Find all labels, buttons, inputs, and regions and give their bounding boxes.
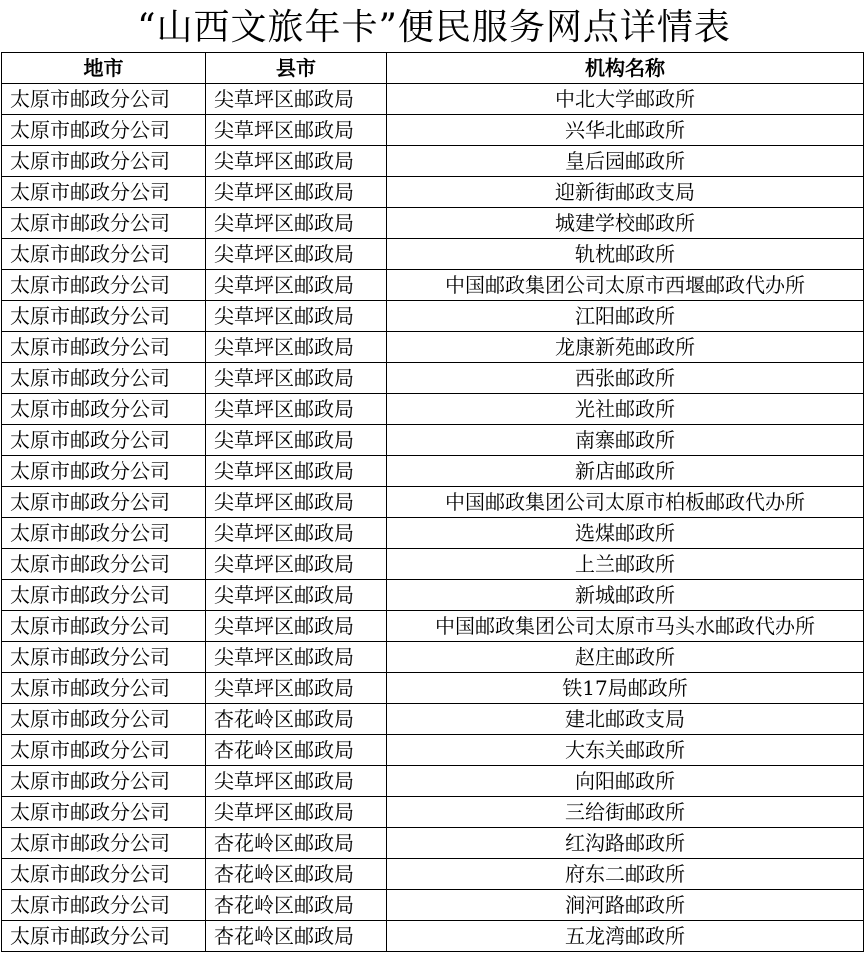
table-row [2, 859, 864, 890]
county-cell: 尖草坪区邮政局 [206, 394, 387, 425]
organization-cell: 上兰邮政所 [387, 549, 864, 580]
table-row [2, 704, 864, 735]
county-cell: 尖草坪区邮政局 [206, 301, 387, 332]
county-cell: 杏花岭区邮政局 [206, 828, 387, 859]
city-cell: 太原市邮政分公司 [2, 549, 206, 580]
city-cell: 太原市邮政分公司 [2, 456, 206, 487]
organization-cell: 中国邮政集团公司太原市柏板邮政代办所 [387, 487, 864, 518]
table-row [2, 549, 864, 580]
county-cell: 杏花岭区邮政局 [206, 735, 387, 766]
organization-cell: 建北邮政支局 [387, 704, 864, 735]
city-cell: 太原市邮政分公司 [2, 301, 206, 332]
city-cell: 太原市邮政分公司 [2, 580, 206, 611]
table-row [2, 301, 864, 332]
table-header-row [2, 53, 864, 84]
table-row [2, 425, 864, 456]
organization-cell: 轨枕邮政所 [387, 239, 864, 270]
organization-cell: 府东二邮政所 [387, 859, 864, 890]
county-cell: 尖草坪区邮政局 [206, 766, 387, 797]
city-cell: 太原市邮政分公司 [2, 766, 206, 797]
table-row [2, 394, 864, 425]
table-row [2, 735, 864, 766]
county-cell: 尖草坪区邮政局 [206, 332, 387, 363]
city-cell: 太原市邮政分公司 [2, 828, 206, 859]
county-cell: 尖草坪区邮政局 [206, 549, 387, 580]
table-row [2, 766, 864, 797]
table-row [2, 208, 864, 239]
organization-cell: 城建学校邮政所 [387, 208, 864, 239]
table-row [2, 332, 864, 363]
county-cell: 尖草坪区邮政局 [206, 115, 387, 146]
city-cell: 太原市邮政分公司 [2, 704, 206, 735]
county-cell: 尖草坪区邮政局 [206, 518, 387, 549]
organization-cell: 江阳邮政所 [387, 301, 864, 332]
city-cell: 太原市邮政分公司 [2, 363, 206, 394]
table-row [2, 797, 864, 828]
organization-cell: 赵庄邮政所 [387, 642, 864, 673]
county-cell: 杏花岭区邮政局 [206, 859, 387, 890]
city-cell: 太原市邮政分公司 [2, 673, 206, 704]
county-cell: 尖草坪区邮政局 [206, 673, 387, 704]
county-cell: 杏花岭区邮政局 [206, 921, 387, 952]
table-row [2, 115, 864, 146]
table-row [2, 642, 864, 673]
city-cell: 太原市邮政分公司 [2, 239, 206, 270]
organization-cell: 新店邮政所 [387, 456, 864, 487]
table-row [2, 890, 864, 921]
organization-cell: 选煤邮政所 [387, 518, 864, 549]
organization-cell: 迎新街邮政支局 [387, 177, 864, 208]
city-cell: 太原市邮政分公司 [2, 146, 206, 177]
organization-cell: 龙康新苑邮政所 [387, 332, 864, 363]
organization-cell: 光社邮政所 [387, 394, 864, 425]
county-cell: 尖草坪区邮政局 [206, 84, 387, 115]
city-cell: 太原市邮政分公司 [2, 425, 206, 456]
city-cell: 太原市邮政分公司 [2, 518, 206, 549]
table-row [2, 518, 864, 549]
county-cell: 尖草坪区邮政局 [206, 270, 387, 301]
city-cell: 太原市邮政分公司 [2, 394, 206, 425]
county-cell: 尖草坪区邮政局 [206, 797, 387, 828]
table-row [2, 270, 864, 301]
table-row [2, 456, 864, 487]
city-cell: 太原市邮政分公司 [2, 208, 206, 239]
city-cell: 太原市邮政分公司 [2, 859, 206, 890]
organization-cell: 五龙湾邮政所 [387, 921, 864, 952]
city-cell: 太原市邮政分公司 [2, 611, 206, 642]
county-cell: 尖草坪区邮政局 [206, 239, 387, 270]
table-row [2, 239, 864, 270]
organization-cell: 大东关邮政所 [387, 735, 864, 766]
city-cell: 太原市邮政分公司 [2, 487, 206, 518]
table-row [2, 828, 864, 859]
city-cell: 太原市邮政分公司 [2, 270, 206, 301]
county-cell: 杏花岭区邮政局 [206, 890, 387, 921]
city-cell: 太原市邮政分公司 [2, 84, 206, 115]
organization-cell: 红沟路邮政所 [387, 828, 864, 859]
organization-cell: 中国邮政集团公司太原市西堰邮政代办所 [387, 270, 864, 301]
city-cell: 太原市邮政分公司 [2, 332, 206, 363]
organization-cell: 中国邮政集团公司太原市马头水邮政代办所 [387, 611, 864, 642]
county-cell: 尖草坪区邮政局 [206, 425, 387, 456]
table-row [2, 84, 864, 115]
table-row [2, 580, 864, 611]
county-cell: 尖草坪区邮政局 [206, 611, 387, 642]
organization-cell: 铁17局邮政所 [387, 673, 864, 704]
table-row [2, 611, 864, 642]
city-cell: 太原市邮政分公司 [2, 177, 206, 208]
county-cell: 尖草坪区邮政局 [206, 208, 387, 239]
organization-cell: 向阳邮政所 [387, 766, 864, 797]
county-cell: 尖草坪区邮政局 [206, 580, 387, 611]
header-city: 地市 [2, 53, 206, 84]
table-row [2, 921, 864, 952]
county-cell: 杏花岭区邮政局 [206, 704, 387, 735]
county-cell: 尖草坪区邮政局 [206, 487, 387, 518]
organization-cell: 皇后园邮政所 [387, 146, 864, 177]
organization-cell: 兴华北邮政所 [387, 115, 864, 146]
table-row [2, 177, 864, 208]
organization-cell: 中北大学邮政所 [387, 84, 864, 115]
city-cell: 太原市邮政分公司 [2, 115, 206, 146]
organization-cell: 南寨邮政所 [387, 425, 864, 456]
organization-cell: 涧河路邮政所 [387, 890, 864, 921]
city-cell: 太原市邮政分公司 [2, 735, 206, 766]
table-row [2, 363, 864, 394]
county-cell: 尖草坪区邮政局 [206, 456, 387, 487]
page-title: “山西文旅年卡”便民服务网点详情表 [137, 7, 731, 48]
organization-cell: 三给街邮政所 [387, 797, 864, 828]
city-cell: 太原市邮政分公司 [2, 921, 206, 952]
table-row [2, 487, 864, 518]
county-cell: 尖草坪区邮政局 [206, 363, 387, 394]
city-cell: 太原市邮政分公司 [2, 890, 206, 921]
service-outlets-table [1, 52, 864, 952]
city-cell: 太原市邮政分公司 [2, 642, 206, 673]
city-cell: 太原市邮政分公司 [2, 797, 206, 828]
county-cell: 尖草坪区邮政局 [206, 146, 387, 177]
header-organization: 机构名称 [387, 53, 864, 84]
header-county: 县市 [206, 53, 387, 84]
county-cell: 尖草坪区邮政局 [206, 177, 387, 208]
table-row [2, 146, 864, 177]
table-body [2, 84, 864, 952]
county-cell: 尖草坪区邮政局 [206, 642, 387, 673]
organization-cell: 新城邮政所 [387, 580, 864, 611]
table-row [2, 673, 864, 704]
organization-cell: 西张邮政所 [387, 363, 864, 394]
